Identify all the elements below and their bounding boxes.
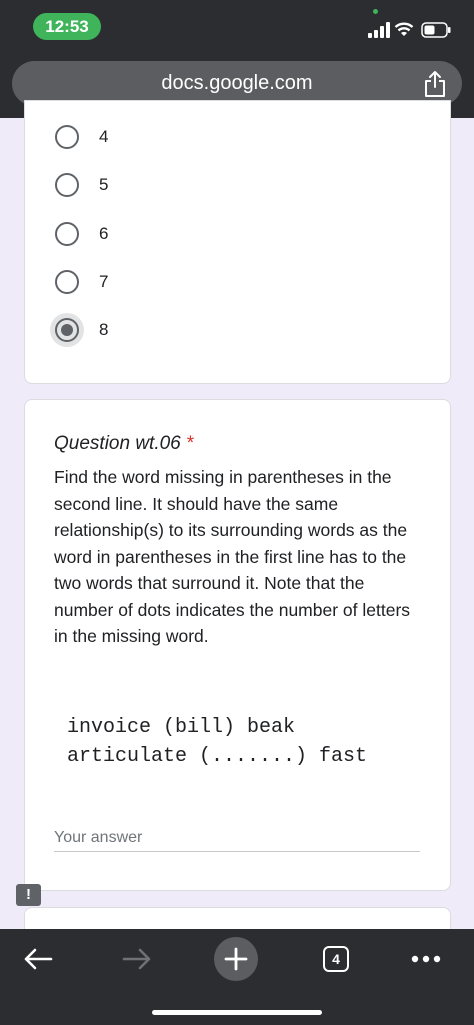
tab-switcher-button[interactable] [321, 941, 351, 977]
question-title [54, 433, 194, 455]
tab-count: 4 [323, 946, 349, 972]
more-icon [411, 955, 441, 963]
url-text: docs.google.com [161, 72, 313, 94]
share-icon[interactable] [422, 70, 448, 98]
option-item[interactable] [55, 219, 108, 249]
option-item-selected[interactable] [55, 315, 108, 345]
radio-button-selected[interactable] [55, 318, 79, 342]
option-item[interactable] [55, 122, 108, 152]
radio-button[interactable] [55, 125, 79, 149]
privacy-indicator-icon [373, 9, 378, 14]
forward-icon [122, 947, 152, 971]
answer-input[interactable] [54, 824, 420, 852]
previous-question-card [24, 100, 451, 384]
analogy-line-1: invoice (bill) beak [67, 716, 296, 739]
option-label: 8 [99, 320, 109, 339]
radio-button[interactable] [55, 270, 79, 294]
wifi-icon [394, 20, 414, 38]
required-mark: * [186, 433, 195, 454]
forward-button[interactable] [119, 941, 155, 977]
option-label: 7 [99, 272, 109, 291]
new-tab-button[interactable] [214, 937, 258, 981]
report-issue-icon[interactable]: ! [16, 884, 41, 906]
question-description: Find the word missing in parentheses in the second line. It should have the same relationship(s) to its surrounding words as the word in parentheses in the first line has to the two words that surround it. Note that the number of dots indicates the number of letters in the missing word. [54, 467, 411, 646]
more-button[interactable] [408, 941, 444, 977]
option-label: 6 [99, 224, 109, 243]
option-label: 5 [99, 175, 109, 194]
home-indicator[interactable] [152, 1010, 322, 1015]
browser-bottom-toolbar [0, 929, 474, 1025]
signal-icon [368, 22, 390, 38]
radio-button[interactable] [55, 173, 79, 197]
question-title-text: Question wt.06 [54, 433, 181, 454]
battery-icon [421, 22, 451, 38]
radio-button[interactable] [55, 222, 79, 246]
analogy-line-2: articulate (.......) fast [67, 745, 368, 768]
question-card [24, 399, 451, 891]
option-item[interactable] [55, 170, 108, 200]
option-item[interactable] [55, 267, 108, 297]
option-label: 4 [99, 127, 109, 146]
back-button[interactable] [20, 941, 56, 977]
back-icon [23, 947, 53, 971]
status-time: 12:53 [33, 13, 101, 40]
new-tab-icon [224, 947, 248, 971]
